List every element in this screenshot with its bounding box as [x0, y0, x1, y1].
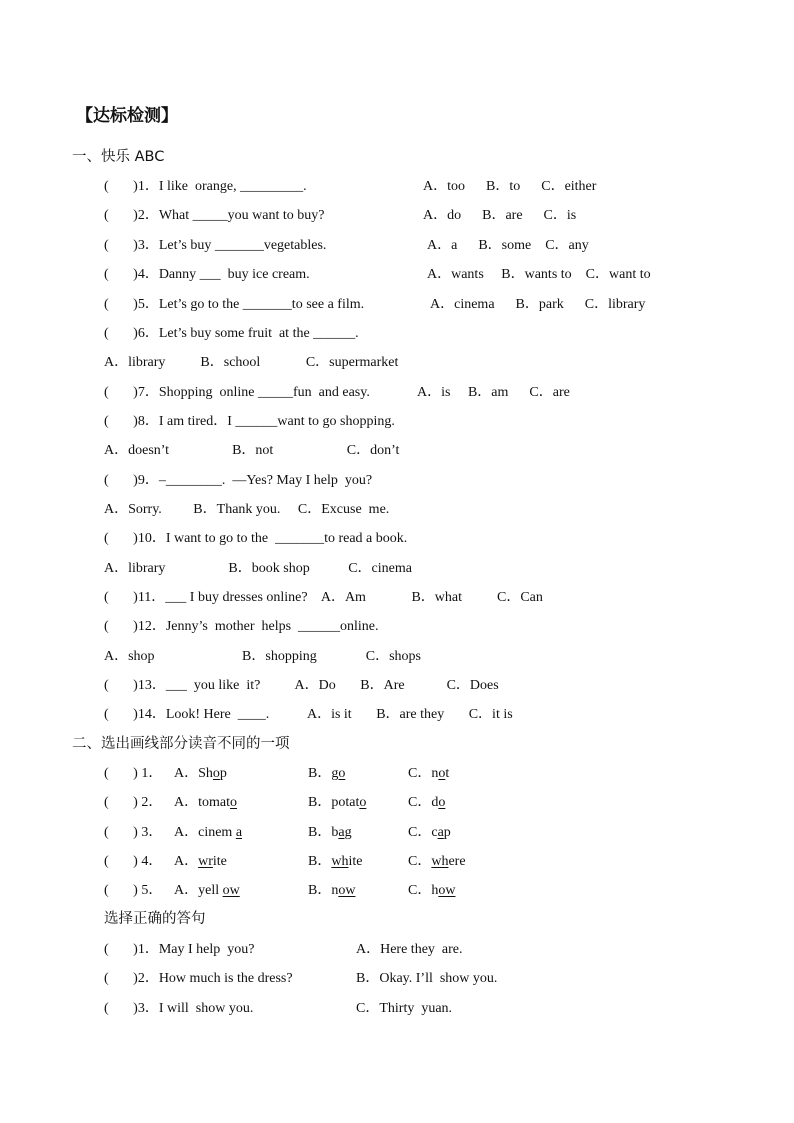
answer-options: A．shop B．shopping C．shops: [104, 649, 421, 664]
answer-option: A．Shop: [174, 766, 227, 781]
answer-option: C．cap: [408, 825, 451, 840]
answer-options: A．do B．are C．is: [423, 208, 577, 223]
section2-heading: 二、选出画线部分读音不同的一项: [72, 736, 290, 752]
question-item: ( )6．Let’s buy some fruit at the ______.: [104, 326, 359, 341]
answer-option: B．potato: [308, 795, 367, 810]
answer-options: A．Here they are.: [356, 942, 463, 957]
question-item: ( )10．I want to go to the _______to read a book.: [104, 531, 408, 546]
question-number: ( ) 4．: [104, 854, 163, 869]
answer-options: B．Okay. I’ll show you.: [356, 971, 498, 986]
question-item: ( )11．___ I buy dresses online? A．Am B．what C．Can: [104, 590, 543, 605]
question-item: ( )1．I like orange, _________.: [104, 179, 307, 194]
answer-option: A．write: [174, 854, 227, 869]
question-item: ( )5．Let’s go to the _______to see a film.: [104, 297, 365, 312]
question-item: ( )7．Shopping online _____fun and easy.: [104, 385, 370, 400]
section1-heading: 一、快乐 ABC: [72, 149, 165, 165]
question-item: ( )14．Look! Here ____. A．is it B．are they C．it is: [104, 707, 513, 722]
answer-option: A．tomato: [174, 795, 237, 810]
answer-option: C．do: [408, 795, 446, 810]
answer-options: A．library B．school C．supermarket: [104, 355, 399, 370]
answer-option: C．where: [408, 854, 466, 869]
answer-option: B．go: [308, 766, 346, 781]
question-item: ( )3．Let’s buy _______vegetables.: [104, 238, 327, 253]
question-number: ( ) 3．: [104, 825, 163, 840]
answer-option: C．how: [408, 883, 456, 898]
question-item: ( )2．What _____you want to buy?: [104, 208, 325, 223]
answer-options: A．cinema B．park C．library: [430, 297, 646, 312]
question-item: ( )2．How much is the dress?: [104, 971, 293, 986]
question-item: ( )4．Danny ___ buy ice cream.: [104, 267, 310, 282]
answer-options: A．library B．book shop C．cinema: [104, 561, 412, 576]
question-item: ( )9．–________. —Yes? May I help you?: [104, 473, 373, 488]
answer-option: B．white: [308, 854, 363, 869]
answer-option: B．now: [308, 883, 356, 898]
page-title: 【达标检测】: [76, 106, 178, 126]
answer-option: A．cinem a: [174, 825, 243, 840]
question-item: ( )3．I will show you.: [104, 1001, 254, 1016]
answer-option: B．bag: [308, 825, 352, 840]
question-number: ( ) 5．: [104, 883, 163, 898]
question-number: ( ) 1．: [104, 766, 163, 781]
answer-option: C．not: [408, 766, 450, 781]
answer-options: C．Thirty yuan.: [356, 1001, 453, 1016]
answer-options: A．too B．to C．either: [423, 179, 597, 194]
question-item: ( )12．Jenny’s mother helps ______online.: [104, 619, 379, 634]
answer-options: A．a B．some C．any: [427, 238, 589, 253]
answer-options: A．is B．am C．are: [417, 385, 570, 400]
answer-options: A．Sorry. B．Thank you. C．Excuse me.: [104, 502, 390, 517]
question-number: ( ) 2．: [104, 795, 163, 810]
question-item: ( )8．I am tired．I ______want to go shopping.: [104, 414, 395, 429]
answer-options: A．doesn’t B．not C．don’t: [104, 443, 400, 458]
answer-option: A．yell ow: [174, 883, 240, 898]
question-item: ( )1．May I help you?: [104, 942, 255, 957]
section3-heading: 选择正确的答句: [104, 911, 206, 927]
question-item: ( )13．___ you like it? A．Do B．Are C．Does: [104, 678, 499, 693]
answer-options: A．wants B．wants to C．want to: [427, 267, 651, 282]
